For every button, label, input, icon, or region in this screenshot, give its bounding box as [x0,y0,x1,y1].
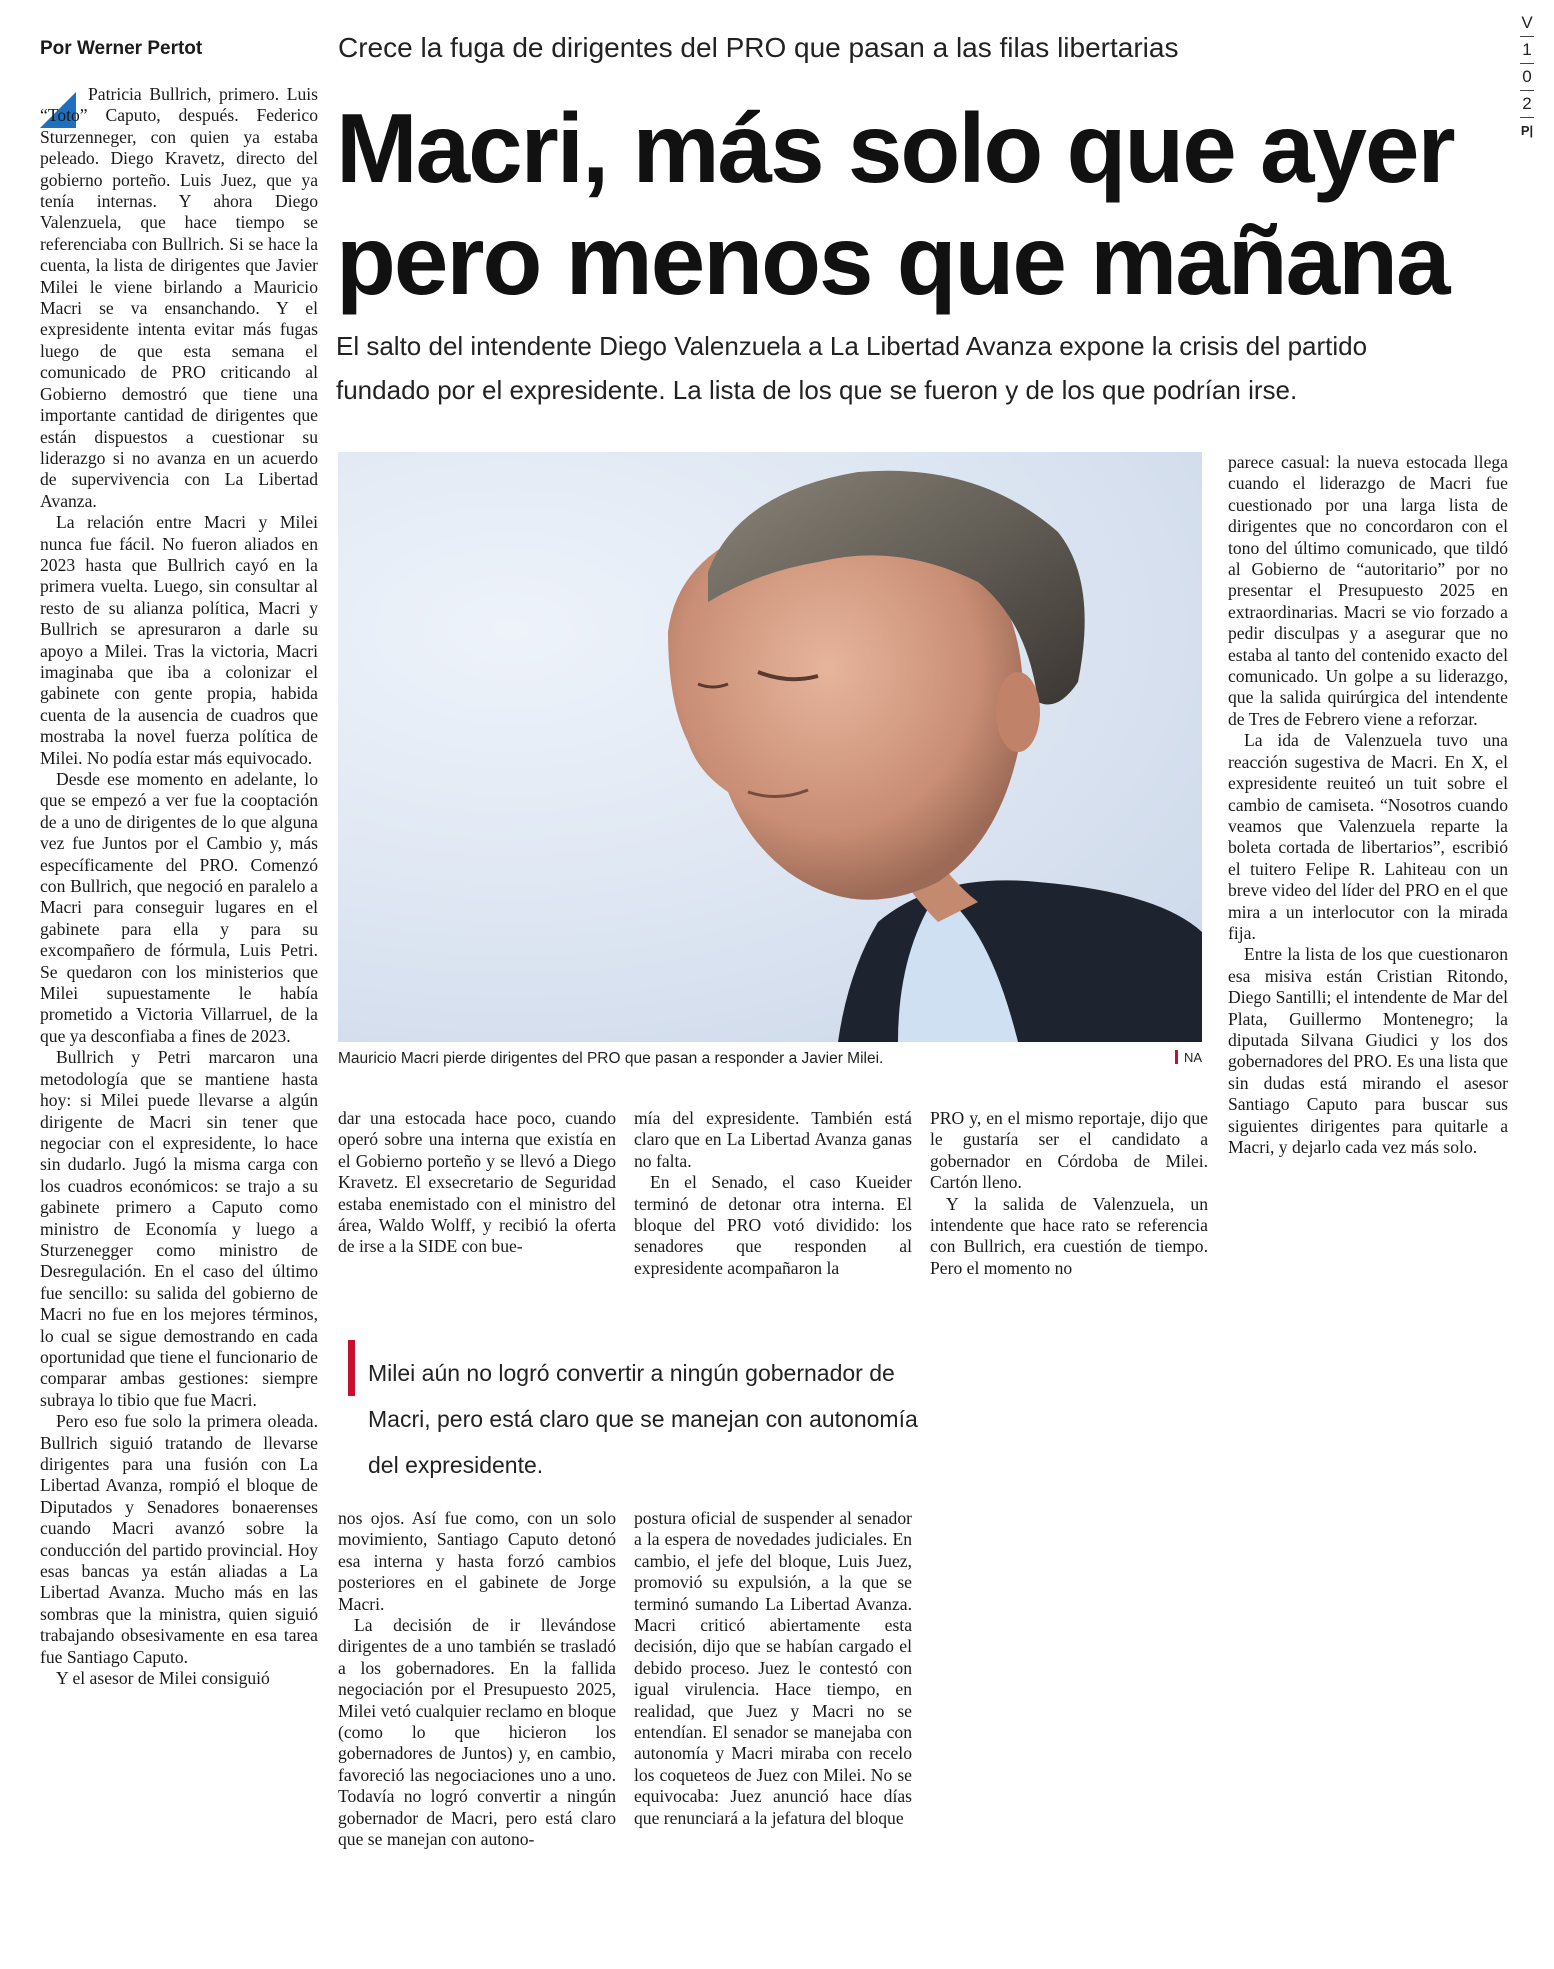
paragraph: mía del expresidente. También está claro que en La Libertad Avanza ganas no falta. [634,1108,912,1171]
paragraph: PRO y, en el mismo reportaje, dijo que le gustaría ser el candidato a gobernador en Córdoba de Milei. Cartón lleno. [930,1108,1208,1193]
paragraph: nos ojos. Así fue como, con un solo movimiento, Santiago Caputo detonó esa interna y hasta forzó cambios posteriores en el gabinete de Jorge Macri. [338,1508,616,1614]
section-tab-top: V [1521,13,1533,32]
article-column-5 [1228,452,1508,1158]
paragraph: La decisión de ir llevándose dirigentes de a uno también se trasladó a los gobernadores. En la fallida negociación por el Presupuesto 2025, Milei vetó cualquier reclamo en bloque (como lo que hicieron los gobernadores de Juntos) y, en cambio, favoreció las negociaciones uno a uno. Todavía no logró convertir a ningún gobernador de Macri, pero está claro que se manejan con autono- [338,1615,616,1850]
article-column-2-bottom [338,1508,616,1851]
pull-quote: Milei aún no logró convertir a ningún gobernador de Macri, pero está claro que se manejan con autonomía del expresidente. [368,1360,918,1478]
credit-bar-icon [1175,1050,1178,1064]
pull-quote-bar [348,1340,355,1396]
paragraph: parece casual: la nueva estocada llega cuando el liderazgo de Macri fue cuestionado por una larga lista de dirigentes que no concordaron con el tono del último comunicado, que tildó al Gobierno de “autoritario” por no presentar el Presupuesto 2025 en extraordinarias. Macri se vio forzado a pedir disculpas y a asegurar que no estaba al tanto del contenido exacto del comunicado. Un golpe a su liderazgo, que la salida quirúrgica del intendente de Tres de Febrero viene a reforzar. [1228,452,1508,729]
byline: Por Werner Pertot [40,38,203,59]
article-column-2-top [338,1108,616,1258]
publication-logo: P| [1520,123,1534,138]
paragraph: Patricia Bullrich, primero. Luis “Toto” Caputo, después. Federico Sturzenneger, con quien ya estaba peleado. Diego Kravetz, directo del gobierno porteño. Luis Juez, que ya tenía internas. Y ahora Diego Valenzuela, que hace tiempo se referenciaba con Bullrich. Si se hace la cuenta, la lista de dirigentes que Javier Milei le viene birlando a Mauricio Macri se va ensanchando. Y el expresidente intenta evitar más fugas luego de que esta semana el comunicado de PRO criticando al Gobierno demostró que tiene una importante cantidad de dirigentes que están dispuestos a cuestionar su liderazgo si no avanza en un acuerdo de supervivencia con La Libertad Avanza. [40,84,318,511]
paragraph: La ida de Valenzuela tuvo una reacción sugestiva de Macri. En X, el expresidente reuiteó un tuit sobre el cambio de camiseta. “Nosotros cuando veamos que Valenzuela reparte la boleta cortada de libertarios”, escribió el tuitero Felipe R. Lahiteau con un breve video del líder del PRO en el que mira a un interlocutor con la mirada fija. [1228,730,1508,943]
paragraph: Pero eso fue solo la primera oleada. Bullrich siguió tratando de llevarse dirigentes para una fusión con La Libertad Avanza, rompió el bloque de Diputados y Senadores bonaerenses cuando Macri avanzó sobre la conducción del partido provincial. Hoy esas bancas ya están aliadas a La Libertad Avanza. Mucho más en las sombras que la ministra, quien siguió trabajando obsesivamente en esa tarea fue Santiago Caputo. [40,1411,318,1667]
article-column-3-bottom [634,1508,912,1829]
subheadline: El salto del intendente Diego Valenzuela a La Libertad Avanza expone la crisis del partido fundado por el expresidente. La lista de los que se fueron y de los que podrían irse. [336,331,1368,405]
headline [336,92,1476,316]
paragraph: Entre la lista de los que cuestionaron esa misiva están Cristian Ritondo, Diego Santilli; el intendente de Mar del Plata, Guillermo Montenegro; la diputada Silvana Giudici y los dos gobernadores del PRO. Es una lista que sin dudas está mirando el asesor Santiago Caputo para buscar sus siguientes dirigentes para quitarle a Macri, y dejarlo cada vez más solo. [1228,944,1508,1157]
kicker: Crece la fuga de dirigentes del PRO que pasan a las filas libertarias [338,32,1179,63]
section-tab-digit: 0 [1522,67,1532,86]
paragraph: Y el asesor de Milei consiguió [56,1668,270,1689]
article-column-1 [40,84,318,1689]
article-column-4-top [930,1108,1208,1279]
article-column-3-top [634,1108,912,1279]
photo-credit [1175,1050,1202,1065]
headline-line-1: Macri, más solo que ayer [336,93,1454,203]
article-photo [338,452,1202,1042]
photo-caption: Mauricio Macri pierde dirigentes del PRO que pasan a responder a Javier Milei. [338,1050,884,1067]
section-tab-digit: 2 [1522,94,1532,113]
paragraph: Y la salida de Valenzuela, un intendente que hace rato se referencia con Bullrich, era cuestión de tiempo. Pero el momento no [930,1193,1208,1278]
paragraph: Bullrich y Petri marcaron una metodología que se mantiene hasta hoy: si Milei puede llevarse a algún dirigente de Macri sin tener que negociar con el expresidente, lo hace sin dudarlo. Jugó la misma carga con los cuadros económicos: se trajo a su gabinete primero a Caputo como ministro de Economía y luego a Sturzenegger como ministro de Desregulación. En el caso del último fue sencillo: su salida del gobierno de Macri no fue en los mejores términos, lo cual se sigue demostrando en cada oportunidad que tiene el funcionario de comparar ambas gestiones: siempre subraya lo tibio que fue Macri. [40,1047,318,1410]
section-tab [1510,12,1544,142]
section-tab-digit: 1 [1522,40,1532,59]
paragraph: La relación entre Macri y Milei nunca fue fácil. No fueron aliados en 2023 hasta que Bullrich cayó en la primera vuelta. Luego, sin consultar al resto de su alianza política, Macri y Bullrich se apresuraron a darle su apoyo a Milei. Tras la victoria, Macri imaginaba que iba a colonizar el gabinete con gente propia, habida cuenta de la ausencia de cuadros que mostraba la novel fuerza política de Milei. No podía estar más equivocado. [40,512,318,768]
paragraph: dar una estocada hace poco, cuando operó sobre una interna que existía en el Gobierno porteño y se llevó a Diego Kravetz. El exsecretario de Seguridad estaba enemistado con el ministro del área, Waldo Wolff, y recibió la oferta de irse a la SIDE con bue- [338,1108,616,1257]
photo-credit-text: NA [1183,1050,1202,1065]
headline-line-2: pero menos que mañana [336,205,1449,315]
paragraph: En el Senado, el caso Kueider terminó de detonar otra interna. El bloque del PRO votó dividido: los senadores que responden al expresidente acompañaron la [634,1172,912,1278]
paragraph: postura oficial de suspender al senador a la espera de novedades judiciales. En cambio, el jefe del bloque, Luis Juez, promovió su expulsión, a la que se terminó sumando La Libertad Avanza. Macri criticó abiertamente esta decisión, dijo que se habían cargado el debido proceso. Juez le contestó con igual virulencia. Hace tiempo, en realidad, que Juez y Macri no se entendían. El senador se manejaba con autonomía y Macri miraba con recelo los coqueteos de Juez con Milei. No se equivocaba: Juez anunció hace días que renunciará a la jefatura del bloque [634,1508,912,1828]
paragraph: Desde ese momento en adelante, lo que se empezó a ver fue la cooptación de a uno de dirigentes de lo que alguna vez fue Juntos por el Cambio y, más específicamente del PRO. Comenzó con Bullrich, que negoció en paralelo a Macri para conseguir lugares en el gabinete para ella y para su excompañero de fórmula, Luis Petri. Se quedaron con los ministerios que Milei supuestamente le había prometido a Victoria Villarruel, de la que ya desconfiaba a fines de 2023. [40,769,318,1046]
portrait-illustration [338,452,1202,1042]
